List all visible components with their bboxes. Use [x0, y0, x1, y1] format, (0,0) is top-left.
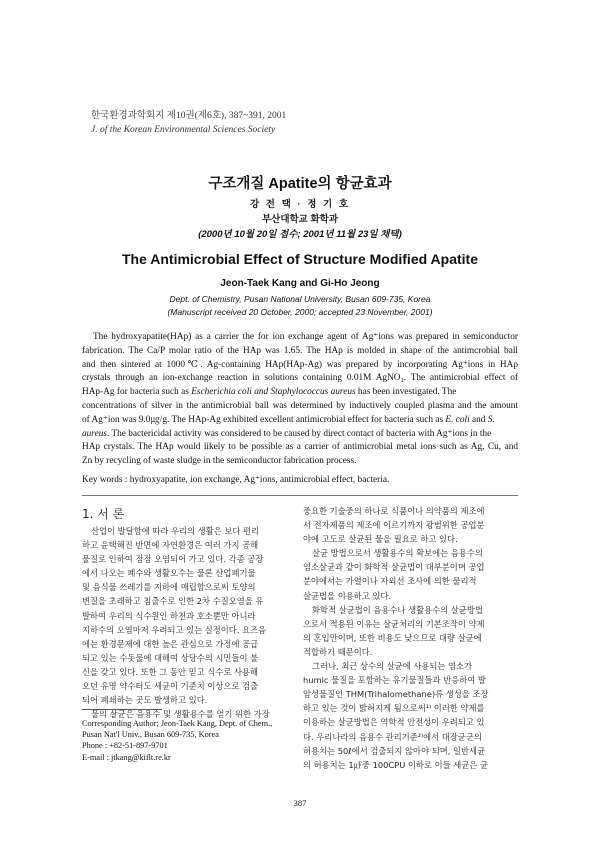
body-line: 의 허용치는 1㎌중 100CPU 이하로 이들 세균은 균 [303, 759, 488, 770]
abstract-text: HAp-Ag for bacteria such as [82, 387, 192, 398]
body-line: 그러나, 최근 상수의 살균에 사용되는 염소가 [312, 661, 473, 672]
body-line: 중요한 기술중의 하나로 식품이나 의약품의 제조에 [303, 506, 485, 516]
page-number: 387 [293, 798, 307, 808]
body-line: humic 물질을 포함하는 유기물질들과 반응하여 발 [303, 675, 486, 686]
body-line: 물의 살균은 음용수 및 생활용수를 얻기 위한 가장 [91, 709, 270, 720]
body-line: 야에 고도로 살균된 물을 필요로 하고 있다. [303, 534, 458, 545]
body-line: 살균법을 이용하고 있다. [303, 590, 392, 601]
footnote-email: E-mail : jtkang@kiflt.re.kr [82, 752, 171, 762]
abstract-line [82, 428, 518, 442]
body-line: 하고 윤택해진 반면에 자연환경은 여러 가지 공해 [82, 540, 259, 551]
abstract-text: of Ag⁺ion was 9.0㎍/g. The HAp-Ag exhibited excellent antimicrobial effect for bacteria such as [82, 414, 446, 425]
title-korean: 구조개질 Apatite의 항균효과 [208, 176, 392, 192]
journal-header [91, 109, 286, 137]
abstract-text: has been investigated. The [355, 387, 457, 398]
abstract-line: HAp crystals. The HAp would likely to be possible as a carrier of antimicrobial metal ions such as Ag, Cu, and [82, 442, 518, 453]
footnote-line: Pusan Nat'l Univ., Busan 609-735, Korea [82, 730, 219, 740]
dates-english: (Manuscript received 20 October, 2000; accepted 23 November, 2001) [167, 307, 433, 317]
body-line: 암성물질인 THM(Trihalomethane)류 생성을 조장 [303, 689, 489, 700]
affiliation-english: Dept. of Chemistry, Pusan National University, Busan 609-735, Korea [169, 294, 431, 304]
abstract-line: Zn by recycling of waste sludge in the semiconductor fabrication process. [82, 456, 357, 467]
body-line: 서 전자제품의 제조에 이르기까지 광범위한 공업분 [303, 520, 485, 531]
body-line: 신을 갖고 있다. 또한 그 동안 믿고 식수로 사용해 [82, 666, 259, 677]
abstract-line: crystals through an ion-exchange reaction in solutions containing 0.01M AgNO₃. The antimicrobial effect of [82, 373, 518, 384]
title-english: The Antimicrobial Effect of Structure Modified Apatite [122, 251, 478, 267]
body-line: 발하여 우리의 식수원인 하천과 호소뿐만 아니라 [82, 610, 256, 621]
body-line: 물질로 인하여 점점 오염되어 가고 있다. 각종 공장 [82, 554, 264, 565]
body-line: 다. 우리나라의 음용수 관리기준²⁾에서 대장균군의 [303, 731, 482, 742]
footnote-phone: Phone : +82-51-897-9701 [82, 741, 168, 751]
abstract-line: and then sintered at 1000℃. Ag-containing HAp(HAp-Ag) was prepared by incorporating Ag⁺ions in HAp [82, 359, 518, 370]
body-line: 허용치는 50ℓ에서 검출되지 않아야 되며, 일반세균 [303, 745, 486, 756]
body-line: 및 음식물 쓰레기를 지하에 매립함으로써 토양의 [82, 582, 256, 593]
abstract [82, 331, 518, 469]
journal-name-ko: 한국환경과학회지 제10권(제6호), 387~391, 2001 [91, 111, 287, 121]
body-column-right [303, 504, 516, 772]
journal-name-en: J. of the Korean Environmental Sciences Society [91, 125, 276, 135]
body-line: 되어 폐쇄하는 곳도 발생하고 있다. [82, 695, 208, 706]
body-line: 염소살균과 같이 화학적 살균법이 대부분이며 공업 [303, 562, 485, 573]
body-line: 살균 방법으로서 생활용수의 확보에는 음용수의 [312, 548, 483, 559]
body-line: 이용하는 살균방법은 역학적 안전성이 우려되고 있 [303, 717, 485, 728]
authors-korean: 강 전 택 · 정 기 호 [249, 199, 351, 210]
abstract-species: Escherichia coli and Staphylococcus aureus [191, 387, 356, 398]
abstract-line [82, 414, 518, 428]
body-line: 에는 환경문제에 대한 높은 관심으로 가정에 공급 [82, 638, 259, 649]
body-column-left [82, 504, 295, 721]
abstract-species: S. [487, 414, 495, 425]
body-line: 변질을 초래하고 침출수로 인한 2차 수질오염을 유 [82, 596, 264, 607]
body-line: 지하수의 오염마저 우려되고 있는 실정이다. 요즈음 [82, 624, 267, 635]
abstract-species: E. coli [445, 414, 470, 425]
body-line: 오던 유명 약수터도 세균이 기준치 이상으로 검출 [82, 681, 259, 692]
corresponding-author-footnote [82, 718, 272, 763]
body-line: 하고 있는 것이 밝혀지게 됨으로써¹⁾ 이러한 약제를 [303, 703, 485, 714]
section-heading: 1. 서 론 [82, 507, 125, 521]
footnote-divider [82, 709, 162, 710]
abstract-text: . The bactericidal activity was considered to be caused by direct contact of bacteria with Ag⁺ions in the [106, 428, 492, 439]
dates-korean: (2000년 10월 20일 접수; 2001년 11월 23일 채택) [198, 229, 402, 240]
abstract-line: The hydroxyapatite(HAp) as a carrier the for ion exchange agent of Ag⁺ions was prepared in semiconductor [93, 332, 518, 342]
body-line: 적합하기 때문이다. [303, 646, 373, 657]
body-line: 분야에서는 가열이나 자외선 조사에 의한 물리적 [303, 576, 477, 587]
body-line: 화학적 살균법이 음용수나 생활용수의 살균방법 [312, 604, 483, 615]
abstract-line: concentrations of silver in the antimicrobial ball was determined by inductively coupled plasma and the amount [82, 400, 518, 411]
affiliation-korean: 부산대학교 화학과 [261, 214, 339, 225]
section-divider [82, 495, 518, 496]
keywords: Key words : hydroxyapatite, ion exchange, Ag⁺ions, antimicrobial effect, bacteria. [82, 475, 390, 485]
abstract-species: aureus [82, 428, 107, 439]
footnote-line: Corresponding Author; Jeon-Taek Kang, Dept. of Chem., [82, 719, 273, 728]
body-line: 에서 나오는 폐수와 생활오수는 물론 산업폐기물 [82, 568, 256, 579]
abstract-line: fabrication. The Ca/P molar ratio of the HAp was 1.65. The HAp is molded in shape of the antimcrobial ball [82, 345, 518, 356]
body-line: 산업이 발달함에 따라 우리의 생활은 보다 편리 [91, 526, 260, 536]
abstract-line [82, 386, 518, 400]
abstract-text: and [469, 414, 488, 425]
body-line: 의 혼입만이며, 또한 비용도 낮으므로 대량 살균에 [303, 632, 482, 643]
authors-english: Jeon-Taek Kang and Gi-Ho Jeong [220, 278, 380, 289]
body-line: 으로서 적용된 이유는 살균처리의 기본조작이 약제 [303, 618, 485, 629]
body-line: 되고 있는 수돗물에 대해여 상당수의 시민들이 불 [82, 652, 259, 663]
